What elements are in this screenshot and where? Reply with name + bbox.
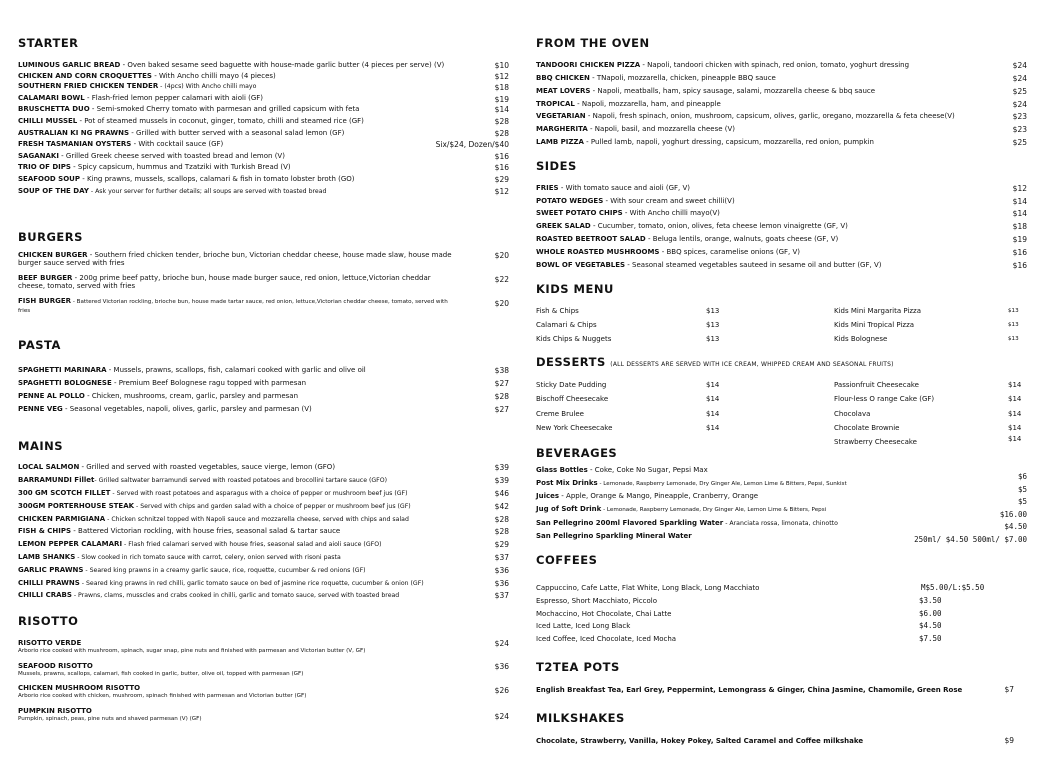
item-price: $24 (1012, 100, 1027, 109)
item-description: Pumpkin, spinach, peas, pine nuts and shaved parmesan (V) (GF) (18, 716, 202, 722)
section-title-pasta: PASTA (18, 338, 61, 352)
item-name: SPAGHETTI MARINARA (18, 366, 107, 374)
item-price: $9 (1004, 736, 1014, 745)
coffee-price: $3.50 (919, 596, 942, 605)
item-name: FRESH TASMANIAN OYSTERS (18, 140, 132, 148)
menu-item (18, 502, 498, 511)
dessert-name: Chocolate Brownie (834, 424, 900, 432)
item-name: POTATO WEDGES (536, 197, 604, 205)
item-description: - Apple, Orange & Mango, Pineapple, Cranberry, Orange (559, 492, 759, 500)
item-description: - BBQ spices, caramelise onions (GF, V) (659, 248, 800, 256)
menu-item (536, 686, 966, 694)
item-name: SOUTHERN FRIED CHICKEN TENDER (18, 82, 159, 90)
menu-item (536, 100, 996, 108)
item-description: - Napoli, tandoori chicken with spinach, red onion, tomato, yoghurt dressing (640, 61, 910, 69)
menu-item (18, 579, 498, 588)
item-description: - Napoli, mozzarella, ham, and pineapple (574, 100, 721, 108)
dessert-price: $14 (706, 395, 720, 403)
item-name: San Pellegrino 200ml Flavored Sparkling Water (536, 519, 724, 527)
dessert-price: $14 (1008, 435, 1022, 443)
section-title-desserts: DESSERTS (ALL DESSERTS ARE SERVED WITH ICE CREAM, WHIPPED CREAM AND SEASONAL FRUITS) (536, 355, 894, 369)
menu-item (18, 117, 488, 125)
item-price: $5 (1017, 497, 1027, 506)
item-price: $36 (494, 579, 509, 588)
item-price: 250ml/ $4.50 500ml/ $7.00 (914, 535, 1027, 544)
item-price: $24 (494, 639, 509, 648)
item-price: $16 (494, 152, 509, 161)
coffee-name: Cappuccino, Cafe Latte, Flat White, Long Black, Long Macchiato (536, 584, 760, 592)
menu-item (536, 197, 936, 205)
item-price: $28 (494, 392, 509, 401)
menu-item (18, 187, 488, 196)
coffee-price: $6.00 (919, 609, 942, 618)
item-price: $18 (1012, 222, 1027, 231)
dessert-name: Flour-less O range Cake (GF) (834, 395, 935, 403)
menu-item (536, 261, 936, 269)
item-price: $27 (494, 405, 509, 414)
item-price: $26 (494, 686, 509, 695)
item-name: VEGETARIAN (536, 112, 586, 120)
kids-item-price: $13 (706, 335, 720, 343)
dessert-price: $14 (706, 410, 720, 418)
menu-item (18, 105, 488, 113)
item-description: - Napoli, fresh spinach, onion, mushroom, capsicum, olives, garlic, oregano, mozzarella & feta cheese(V) (585, 112, 955, 120)
item-description: Mussels, prawns, scallops, calamari, fish cooked in garlic, butter, olive oil, topped with parmesan (GF) (18, 671, 304, 677)
item-name: GREEK SALAD (536, 222, 591, 230)
item-price: $16.00 (999, 510, 1027, 519)
item-name: Jug of Soft Drink (536, 505, 602, 513)
kids-item-price: $13 (1008, 336, 1019, 342)
item-description: - Served with chips and garden salad with a choice of pepper or mushroom beef jus (GF) (134, 503, 411, 510)
section-title-starter: STARTER (18, 36, 79, 50)
dessert-name: Passionfruit Cheesecake (834, 381, 919, 389)
item-price: $19 (494, 95, 509, 104)
item-name: San Pellegrino Sparkling Mineral Water (536, 532, 692, 540)
menu-item (18, 476, 498, 485)
item-price: $12 (1012, 184, 1027, 193)
menu-item (18, 489, 498, 498)
item-name: TRIO OF DIPS (18, 163, 71, 171)
item-description: - King prawns, mussels, scallops, calamari & fish in tomato lobster broth (GO) (79, 175, 355, 183)
coffee-price: $4.50 (919, 621, 942, 630)
menu-item (536, 248, 936, 256)
item-price: $12 (494, 187, 509, 196)
item-price: $7 (1004, 685, 1014, 694)
item-description: - Seared king prawns in red chilli, garlic tomato sauce on bed of jasmine rice roquette, cucumber & onion (GF) (79, 580, 424, 587)
coffee-name: Espresso, Short Macchiato, Piccolo (536, 597, 657, 605)
menu-item (18, 639, 478, 655)
item-price: $36 (494, 566, 509, 575)
item-description: - 200g prime beef patty, brioche bun, house made burger sauce, red onion, lettuce,Victorian cheddar cheese, tomato, served with fries (18, 274, 431, 290)
section-title-burgers: BURGERS (18, 230, 83, 244)
item-name: Glass Bottles (536, 466, 588, 474)
item-description: - Grilled and served with roasted vegetables, sauce vierge, lemon (GFO) (79, 463, 336, 471)
item-price: $39 (494, 476, 509, 485)
menu-item (18, 163, 488, 171)
item-price: $27 (494, 379, 509, 388)
item-price: $14 (494, 105, 509, 114)
item-name: BEEF BURGER (18, 274, 73, 282)
item-description: - Slow cooked in rich tomato sauce with carrot, celery, onion served with risoni pasta (75, 554, 341, 561)
item-name: FISH BURGER (18, 297, 72, 305)
item-description: - Aranciata rossa, limonata, chinotto (723, 520, 838, 527)
item-description: - With tomato sauce and aioli (GF, V) (558, 184, 691, 192)
menu-item (536, 737, 966, 745)
item-description: - Pot of steamed mussels in coconut, ginger, tomato, chilli and steamed rice (GF) (77, 117, 364, 125)
item-name: FISH & CHIPS (18, 527, 72, 535)
section-title-oven: FROM THE OVEN (536, 36, 650, 50)
menu-item (18, 379, 488, 387)
section-title-coffees: COFFEES (536, 553, 598, 567)
item-description: - Mussels, prawns, scallops, fish, calamari cooked with garlic and olive oil (106, 366, 366, 374)
item-description: - Lemonade, Raspberry Lemonade, Dry Ginger Ale, Lemon Lime & Bitters, Pepsi, Sunkist (597, 481, 847, 487)
item-price: $28 (494, 527, 509, 536)
dessert-price: $14 (1008, 395, 1022, 403)
coffee-price: M$5.00/L:$5.50 (921, 583, 985, 592)
menu-item (536, 505, 916, 514)
menu-item (536, 235, 936, 243)
item-name: CHILLI MUSSEL (18, 117, 78, 125)
item-name: BBQ CHICKEN (536, 74, 590, 82)
section-title-kids: KIDS MENU (536, 282, 614, 296)
item-name: AUSTRALIAN KI NG PRAWNS (18, 129, 130, 137)
item-description: - With Ancho chilli mayo(V) (622, 209, 720, 217)
item-description: - Pulled lamb, napoli, yoghurt dressing, capsicum, mozzarella, red onion, pumpkin (583, 138, 874, 146)
item-price: $18 (494, 83, 509, 92)
item-price: $23 (1012, 112, 1027, 121)
item-description: - Cucumber, tomato, onion, olives, feta cheese lemon vinaigrette (GF, V) (590, 222, 848, 230)
menu-item (18, 662, 478, 678)
item-price: $28 (494, 515, 509, 524)
coffee-name: Mochaccino, Hot Chocolate, Chai Latte (536, 610, 672, 618)
item-name: SPAGHETTI BOLOGNESE (18, 379, 112, 387)
item-name: CHILLI PRAWNS (18, 579, 80, 587)
item-description: - With Ancho chilli mayo (4 pieces) (151, 72, 276, 80)
menu-item (18, 405, 488, 413)
item-price: $46 (494, 489, 509, 498)
item-name: BOWL OF VEGETABLES (536, 261, 626, 269)
section-title-beverages: BEVERAGES (536, 446, 618, 460)
dessert-name: Creme Brulee (536, 410, 584, 418)
item-description: - Flash-fried lemon pepper calamari with aioli (GF) (84, 94, 264, 102)
item-name: CHICKEN AND CORN CROQUETTES (18, 72, 152, 80)
item-price: $23 (1012, 125, 1027, 134)
item-description: - Ask your server for further details; all soups are served with toasted bread (88, 188, 327, 195)
item-name: TANDOORI CHICKEN PIZZA (536, 61, 641, 69)
section-title-sides: SIDES (536, 159, 577, 173)
menu-item (18, 566, 498, 575)
item-price: $24 (494, 712, 509, 721)
dessert-price: $14 (706, 424, 720, 432)
menu-item (536, 125, 996, 133)
item-price: $14 (1012, 209, 1027, 218)
menu-item (18, 527, 498, 535)
menu-item (536, 74, 996, 82)
item-name: LOCAL SALMON (18, 463, 80, 471)
item-name: Post Mix Drinks (536, 479, 598, 487)
item-description: - Seared king prawns in a creamy garlic sauce, rice, roquette, cucumber & red onions (GF) (83, 567, 366, 574)
item-description: - Grilled saltwater barramundi served with roasted potatoes and brocollini tartare sauce (GFO) (94, 477, 388, 484)
dessert-price: $14 (1008, 381, 1022, 389)
menu-item (18, 72, 488, 80)
menu-item (18, 175, 488, 183)
section-title-milkshakes: MILKSHAKES (536, 711, 625, 725)
item-name: TROPICAL (536, 100, 575, 108)
item-description: Arborio rice cooked with chicken, mushroom, spinach finished with parmesan and Victorian butter (GF) (18, 693, 307, 699)
item-price: $14 (1012, 197, 1027, 206)
item-price: Six/$24, Dozen/$40 (435, 140, 509, 149)
item-name: 300 GM SCOTCH FILLET (18, 489, 111, 497)
dessert-price: $14 (1008, 410, 1022, 418)
menu-item (536, 492, 916, 500)
menu-item (18, 553, 498, 562)
dessert-price: $14 (1008, 424, 1022, 432)
item-description: - Battered Victorian rockling, brioche bun, house made tartar sauce, red onion, lettuce,Victorian cheddar cheese, tomato, served with fries (18, 299, 448, 314)
kids-item-name: Fish & Chips (536, 307, 579, 315)
kids-item-price: $13 (706, 321, 720, 329)
menu-item (18, 515, 498, 524)
item-description: - Napoli, basil, and mozzarella cheese (V) (587, 125, 735, 133)
item-price: $24 (1012, 61, 1027, 70)
kids-item-price: $13 (706, 307, 720, 315)
menu-item (18, 129, 488, 137)
item-name: MARGHERITA (536, 125, 588, 133)
menu-item (536, 519, 916, 528)
menu-item (536, 532, 916, 540)
item-description: - Grilled with butter served with a seasonal salad lemon (GF) (129, 129, 345, 137)
item-price: $25 (1012, 87, 1027, 96)
item-name: SEAFOOD RISOTTO (18, 662, 93, 670)
item-description: - Flash fried calamari served with house fries, seasonal salad and aioli sauce (GFO) (122, 541, 382, 548)
menu-item (536, 479, 916, 488)
item-price: $5 (1017, 485, 1027, 494)
item-price: $22 (494, 275, 509, 284)
menu-item (18, 140, 488, 148)
dessert-name: Strawberry Cheesecake (834, 438, 917, 446)
kids-item-price: $13 (1008, 322, 1019, 328)
menu-item (18, 591, 498, 600)
item-description: - Napoli, meatballs, ham, spicy sausage, salami, mozzarella cheese & bbq sauce (590, 87, 876, 95)
item-price: $10 (494, 61, 509, 70)
item-name: LEMON PEPPER CALAMARI (18, 540, 123, 548)
item-price: $36 (494, 662, 509, 671)
kids-item-name: Kids Mini Margarita Pizza (834, 307, 921, 315)
item-name: LAMB PIZZA (536, 138, 584, 146)
dessert-name: Bischoff Cheesecake (536, 395, 609, 403)
menu-item (536, 138, 996, 146)
coffee-name: Iced Latte, Iced Long Black (536, 622, 631, 630)
item-description: - Battered Victorian rockling, with house fries, seasonal salad & tartar sauce (71, 527, 341, 535)
item-description: - Southern fried chicken tender, brioche bun, Victorian cheddar cheese, house made slaw, house made burger sauce served with fries (18, 251, 452, 267)
item-description: - With sour cream and sweet chilli(V) (603, 197, 735, 205)
item-name: LAMB SHANKS (18, 553, 76, 561)
item-name: GARLIC PRAWNS (18, 566, 84, 574)
menu-item (18, 707, 478, 723)
menu-item (18, 251, 458, 267)
item-name: CALAMARI BOWL (18, 94, 85, 102)
item-description: - Premium Beef Bolognese ragu topped with parmesan (111, 379, 307, 387)
item-description: - TNapoli, mozzarella, chicken, pineapple BBQ sauce (589, 74, 776, 82)
item-description: - Seasonal steamed vegetables sauteed in sesame oil and butter (GF, V) (625, 261, 882, 269)
item-name: SOUP OF THE DAY (18, 187, 89, 195)
section-title-mains: MAINS (18, 439, 64, 453)
item-description: Arborio rice cooked with mushroom, spinach, sugar snap, pine nuts and finished with parmesan and Victorian butter (V, GF) (18, 648, 366, 654)
item-price: $39 (494, 463, 509, 472)
item-price: $24 (1012, 74, 1027, 83)
item-name: BARRAMUNDI Fillet (18, 476, 95, 484)
menu-item (18, 684, 478, 700)
kids-item-name: Calamari & Chips (536, 321, 597, 329)
item-price: $19 (1012, 235, 1027, 244)
menu-item (18, 366, 488, 374)
section-title-tea: T2TEA POTS (536, 660, 620, 674)
item-name: Chocolate, Strawberry, Vanilla, Hokey Pokey, Salted Caramel and Coffee milkshake (536, 737, 864, 745)
item-price: $38 (494, 366, 509, 375)
item-name: CHICKEN BURGER (18, 251, 88, 259)
dessert-price: $14 (706, 381, 720, 389)
item-description: - Lemonade, Raspberry Lemonade, Dry Ginger Ale, Lemon Lime & Bitters, Pepsi (601, 507, 827, 513)
item-description: - Prawns, clams, musscles and crabs cooked in chilli, garlic and tomato sauce, served with toasted bread (71, 592, 400, 599)
item-description: - Chicken, mushrooms, cream, garlic, parsley and parmesan (84, 392, 299, 400)
item-price: $4.50 (1004, 522, 1027, 531)
item-price: $28 (494, 129, 509, 138)
item-price: $16 (1012, 248, 1027, 257)
coffee-name: Iced Coffee, Iced Chocolate, Iced Mocha (536, 635, 677, 643)
item-name: RISOTTO VERDE (18, 639, 82, 647)
item-name: CHILLI CRABS (18, 591, 72, 599)
menu-item (18, 82, 488, 91)
menu-item (536, 466, 916, 474)
item-description: - Seasonal vegetables, napoli, olives, garlic, parsley and parmesan (V) (62, 405, 312, 413)
item-name: PENNE AL POLLO (18, 392, 85, 400)
item-price: $42 (494, 502, 509, 511)
desserts-note: (ALL DESSERTS ARE SERVED WITH ICE CREAM, WHIPPED CREAM AND SEASONAL FRUITS) (610, 361, 894, 368)
kids-item-name: Kids Bolognese (834, 335, 888, 343)
item-price: $29 (494, 540, 509, 549)
item-name: WHOLE ROASTED MUSHROOMS (536, 248, 660, 256)
menu-item (18, 297, 458, 315)
menu-item (536, 87, 996, 95)
menu-item (18, 61, 488, 69)
item-price: $37 (494, 591, 509, 600)
menu-item (536, 61, 996, 69)
item-description: - Grilled Greek cheese served with toasted bread and lemon (V) (58, 152, 285, 160)
item-name: MEAT LOVERS (536, 87, 591, 95)
item-name: CHICKEN MUSHROOM RISOTTO (18, 684, 141, 692)
item-name: FRIES (536, 184, 559, 192)
item-name: English Breakfast Tea, Earl Grey, Peppermint, Lemongrass & Ginger, China Jasmine, Chamomile, Green Rose (536, 686, 963, 694)
item-name: ROASTED BEETROOT SALAD (536, 235, 646, 243)
item-name: PENNE VEG (18, 405, 63, 413)
menu-item (536, 222, 936, 230)
item-name: SAGANAKI (18, 152, 59, 160)
item-description: - Chicken schnitzel topped with Napoli sauce and mozzarella cheese, served with chips and salad (105, 516, 409, 523)
dessert-name: Chocolava (834, 410, 871, 418)
menu-item (18, 94, 488, 102)
kids-item-price: $13 (1008, 308, 1019, 314)
item-description: - With cocktail sauce (GF) (131, 140, 224, 148)
item-price: $16 (1012, 261, 1027, 270)
item-price: $25 (1012, 138, 1027, 147)
menu-item (18, 463, 498, 471)
item-description: - Oven baked sesame seed baguette with house-made garlic butter (4 pieces per serve) (V) (120, 61, 445, 69)
item-description: - Beluga lentils, orange, walnuts, goats cheese (GF, V) (645, 235, 839, 243)
menu-item (18, 152, 488, 160)
menu-item (536, 112, 996, 120)
item-price: $20 (494, 299, 509, 308)
menu-item (536, 209, 936, 217)
item-price: $12 (494, 72, 509, 81)
item-name: Juices (536, 492, 560, 500)
item-price: $28 (494, 117, 509, 126)
item-price: $20 (494, 251, 509, 260)
item-name: CHICKEN PARMIGIANA (18, 515, 106, 523)
menu-item (18, 392, 488, 400)
item-description: - Coke, Coke No Sugar, Pepsi Max (587, 466, 708, 474)
item-name: 300GM PORTERHOUSE STEAK (18, 502, 135, 510)
kids-item-name: Kids Chips & Nuggets (536, 335, 612, 343)
item-price: $6 (1017, 472, 1027, 481)
item-description: - Spicy capsicum, hummus and Tzatziki with Turkish Bread (V) (70, 163, 291, 171)
menu-item (18, 274, 458, 290)
item-price: $37 (494, 553, 509, 562)
item-description: - Served with roast potatoes and asparagus with a choice of pepper or mushroom beef jus (GF) (110, 490, 408, 497)
menu-item (536, 184, 936, 192)
section-title-risotto: RISOTTO (18, 614, 79, 628)
item-name: SEAFOOD SOUP (18, 175, 80, 183)
item-description: - Semi-smoked Cherry tomato with parmesan and grilled capsicum with feta (89, 105, 360, 113)
menu-item (18, 540, 498, 549)
item-name: BRUSCHETTA DUO (18, 105, 90, 113)
kids-item-name: Kids Mini Tropical Pizza (834, 321, 915, 329)
item-name: SWEET POTATO CHIPS (536, 209, 623, 217)
item-price: $29 (494, 175, 509, 184)
dessert-name: Sticky Date Pudding (536, 381, 607, 389)
coffee-price: $7.50 (919, 634, 942, 643)
item-name: PUMPKIN RISOTTO (18, 707, 92, 715)
dessert-name: New York Cheesecake (536, 424, 613, 432)
item-description: - (4pcs) With Ancho chilli mayo (158, 83, 257, 90)
item-price: $16 (494, 163, 509, 172)
item-name: LUMINOUS GARLIC BREAD (18, 61, 121, 69)
